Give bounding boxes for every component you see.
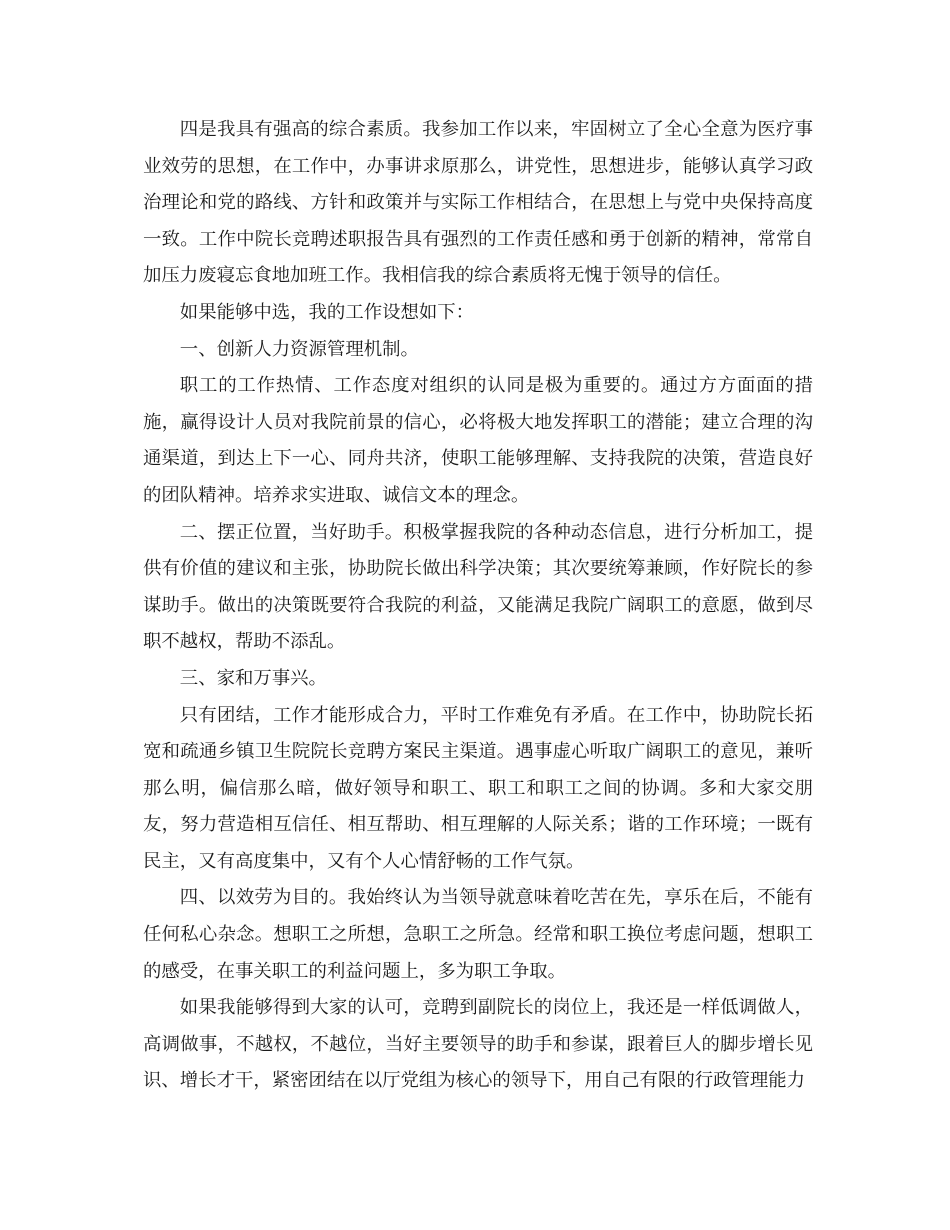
document-body — [143, 112, 813, 1100]
paragraph: 四、以效劳为目的。我始终认为当领导就意味着吃苦在先，享乐在后，不能有任何私心杂念。想职工之所想，急职工之所急。经常和职工换位考虑问题，想职工的感受，在事关职工的利益问题上，多为职工争取。 — [143, 887, 813, 982]
paragraph: 职工的工作热情、工作态度对组织的认同是极为重要的。通过方方面面的措施，赢得设计人员对我院前景的信心，必将极大地发挥职工的潜能；建立合理的沟通渠道，到达上下一心、同舟共济，使职工能够理解、支持我院的决策，营造良好的团队精神。培养求实进取、诚信文本的理念。 — [143, 375, 813, 506]
paragraph: 如果能够中选，我的工作设想如下： — [179, 301, 475, 323]
section-heading: 三、家和万事兴。 — [179, 667, 327, 689]
paragraph: 四是我具有强高的综合素质。我参加工作以来，牢固树立了全心全意为医疗事业效劳的思想，在工作中，办事讲求原那么，讲党性，思想进步，能够认真学习政治理论和党的路线、方针和政策并与实际工作相结合，在思想上与党中央保持高度一致。工作中院长竞聘述职报告具有强烈的工作责任感和勇于创新的精神，常常自加压力废寝忘食地加班工作。我相信我的综合素质将无愧于领导的信任。 — [143, 119, 813, 287]
section-heading: 一、创新人力资源管理机制。 — [179, 338, 419, 360]
paragraph: 只有团结，工作才能形成合力，平时工作难免有矛盾。在工作中，协助院长拓宽和疏通乡镇卫生院院长竞聘方案民主渠道。遇事虚心听取广阔职工的意见，兼听那么明，偏信那么暗，做好领导和职工、职工和职工之间的协调。多和大家交朋友，努力营造相互信任、相互帮助、相互理解的人际关系；谐的工作环境；一既有民主，又有高度集中，又有个人心情舒畅的工作气氛。 — [143, 704, 813, 872]
paragraph: 如果我能够得到大家的认可，竞聘到副院长的岗位上，我还是一样低调做人，高调做事，不越权，不越位，当好主要领导的助手和参谋，跟着巨人的脚步增长见识、增长才干，紧密团结在以厅党组为核心的领导下，用自己有限的行政管理能力 — [143, 997, 813, 1092]
paragraph: 二、摆正位置，当好助手。积极掌握我院的各种动态信息，进行分析加工，提供有价值的建议和主张，协助院长做出科学决策；其次要统筹兼顾，作好院长的参谋助手。做出的决策既要符合我院的利益，又能满足我院广阔职工的意愿，做到尽职不越权，帮助不添乱。 — [143, 521, 813, 653]
